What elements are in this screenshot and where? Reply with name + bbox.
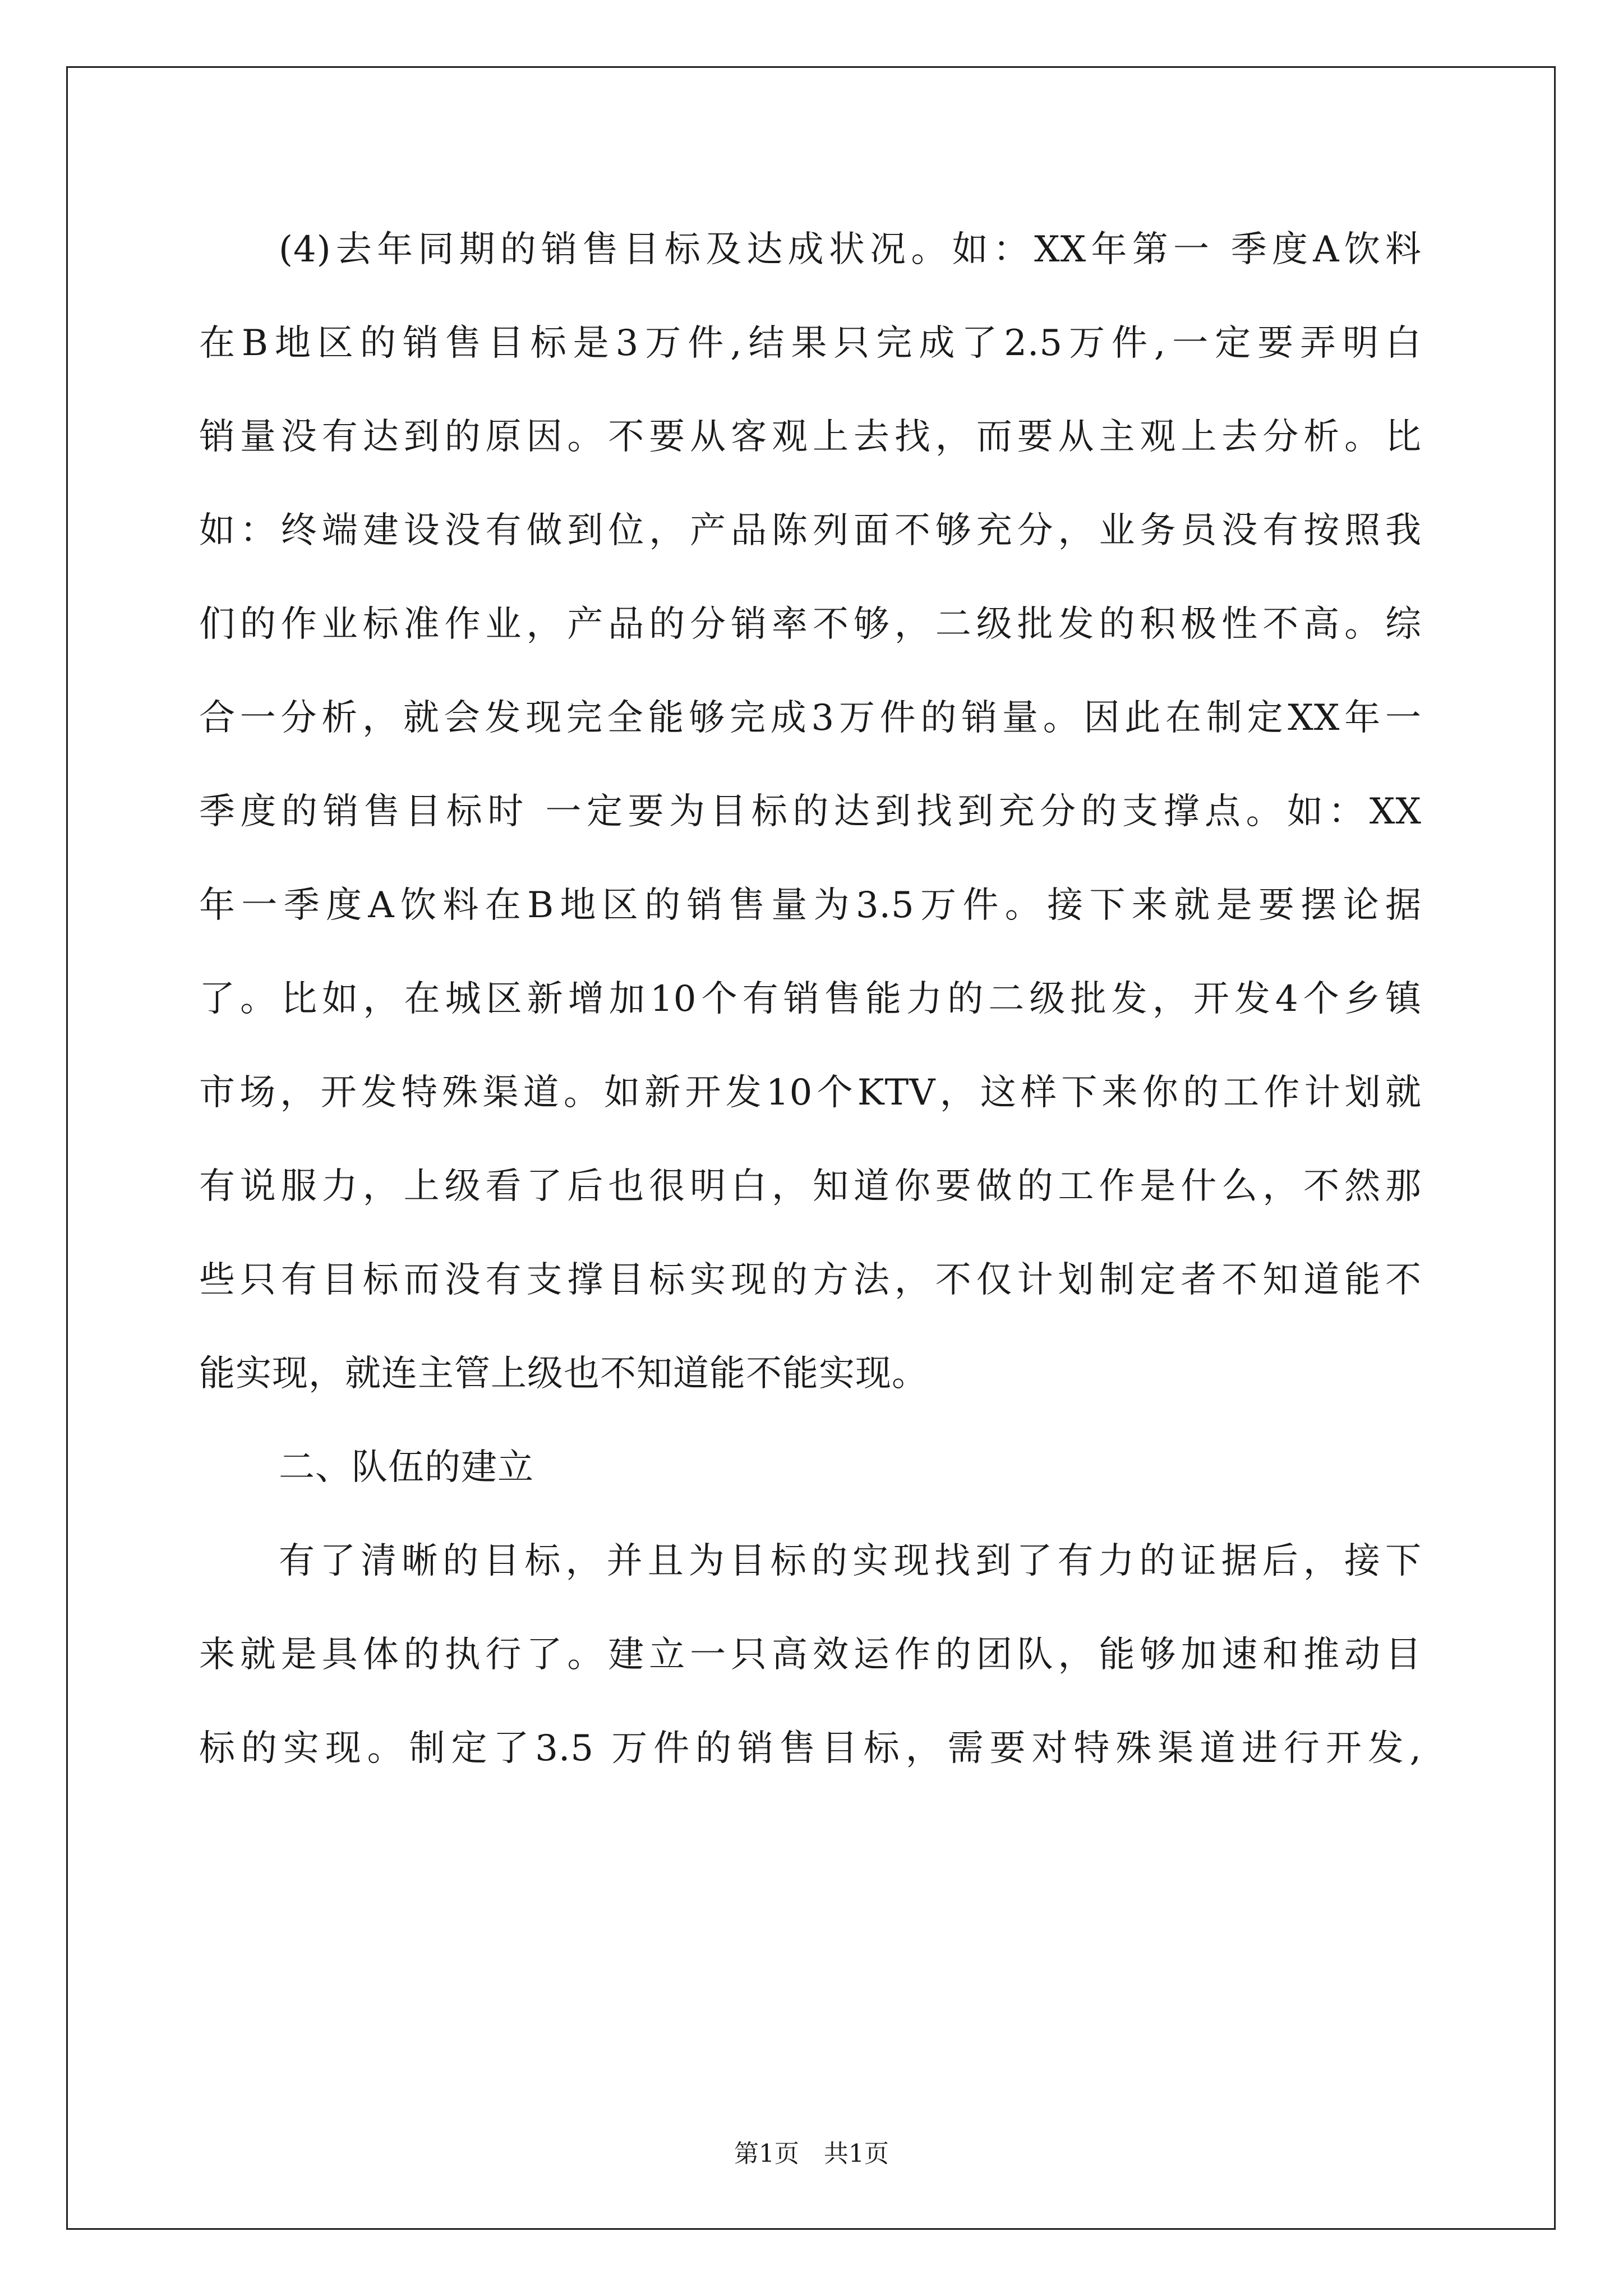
paragraph-line: 季度的销售目标时 一定要为目标的达到找到充分的支撑点。如：XX: [199, 791, 1422, 832]
paragraph-line: 有了清晰的目标，并且为目标的实现找到了有力的证据后，接下: [279, 1540, 1422, 1582]
paragraph-line: 市场，开发特殊渠道。如新开发10个KTV，这样下来你的工作计划就: [199, 1072, 1422, 1114]
paragraph-line: 在B地区的销售目标是3万件,结果只完成了2.5万件,一定要弄明白: [199, 323, 1422, 364]
paragraph-line: 了。比如，在城区新增加10个有销售能力的二级批发，开发4个乡镇: [199, 978, 1422, 1020]
paragraph-line: 年一季度A饮料在B地区的销售量为3.5万件。接下来就是要摆论据: [199, 885, 1422, 926]
paragraph-line: 销量没有达到的原因。不要从客观上去找，而要从主观上去分析。比: [199, 416, 1422, 458]
paragraph-line: 能实现，就连主管上级也不知道能不能实现。: [199, 1353, 928, 1395]
paragraph-line: 如：终端建设没有做到位，产品陈列面不够充分，业务员没有按照我: [199, 510, 1422, 551]
paragraph-line: 有说服力，上级看了后也很明白，知道你要做的工作是什么，不然那: [199, 1166, 1422, 1207]
section-heading: 二、队伍的建立: [279, 1447, 534, 1488]
page-number-footer: 第1页 共1页: [734, 2139, 889, 2168]
paragraph-line: 来就是具体的执行了。建立一只高效运作的团队，能够加速和推动目: [199, 1634, 1422, 1676]
paragraph-line: 合一分析，就会发现完全能够完成3万件的销量。因此在制定XX年一: [199, 697, 1422, 739]
document-body: [199, 219, 1422, 1811]
paragraph-line: (4)去年同期的销售目标及达成状况。如：XX年第一 季度A饮料: [279, 229, 1422, 270]
paragraph-line: 们的作业标准作业，产品的分销率不够，二级批发的积极性不高。综: [199, 604, 1422, 645]
paragraph-line: 标的实现。制定了3.5 万件的销售目标，需要对特殊渠道进行开发,: [199, 1728, 1422, 1769]
paragraph-line: 些只有目标而没有支撑目标实现的方法，不仅计划制定者不知道能不: [199, 1259, 1422, 1301]
